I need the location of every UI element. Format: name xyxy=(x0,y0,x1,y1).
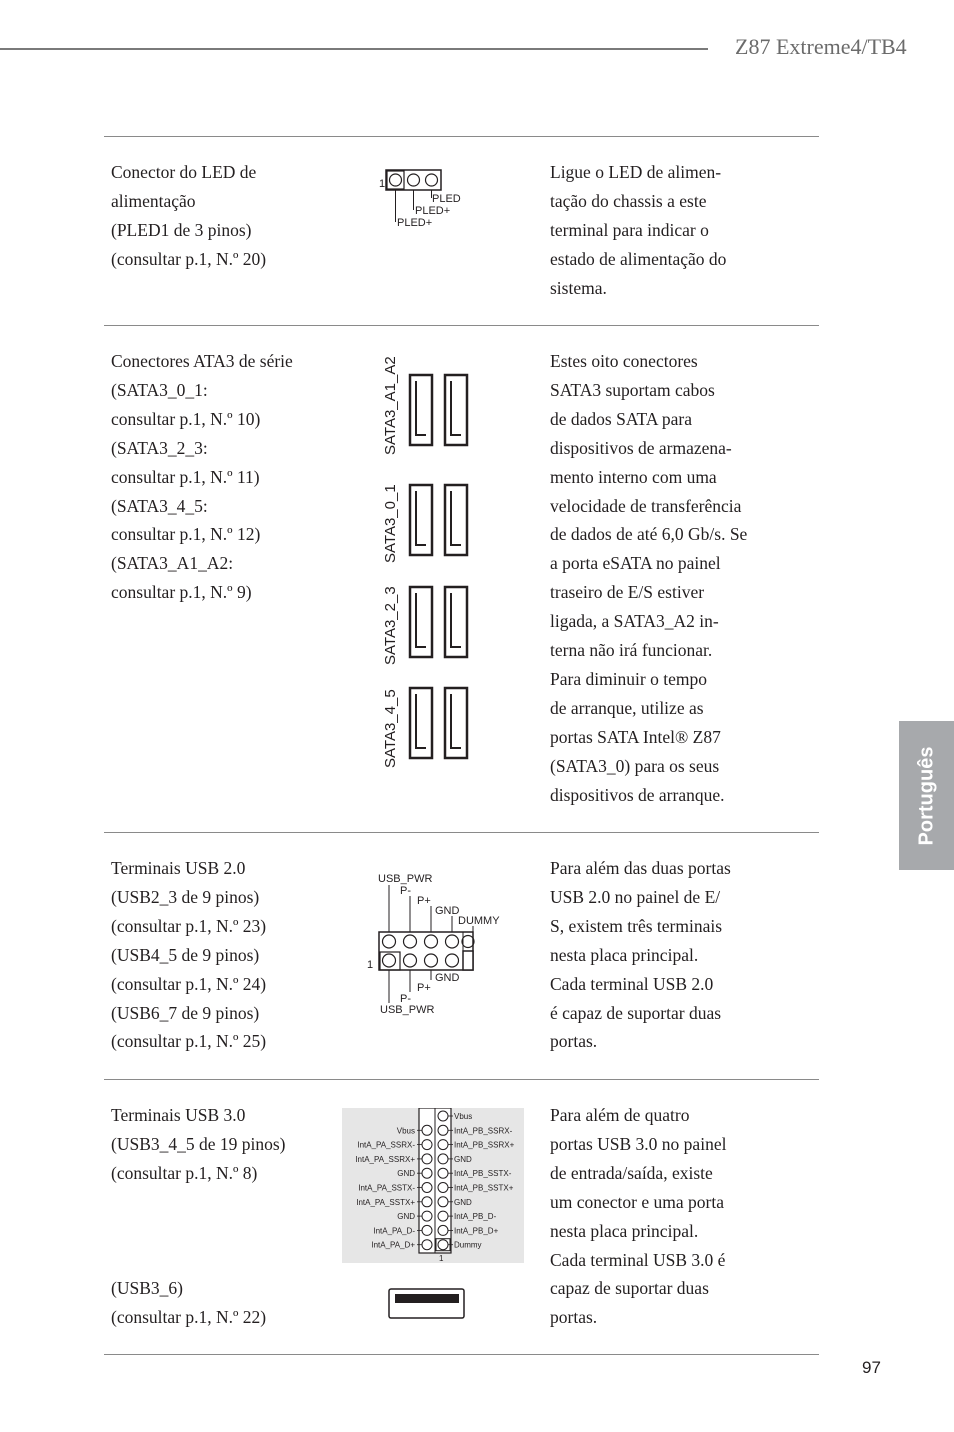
text-line: (consultar p.1, N.º 8) xyxy=(111,1162,258,1183)
pin xyxy=(422,1225,432,1235)
pin xyxy=(422,1240,432,1250)
pin xyxy=(438,1183,448,1193)
sata-port-pair xyxy=(410,485,467,555)
sata-port-pair xyxy=(410,688,467,758)
pin-label: IntA_PA_D- xyxy=(373,1226,415,1236)
usb3-description xyxy=(111,1101,341,1188)
text-line: Conectores ATA3 de série xyxy=(111,351,293,371)
text-line: de entrada/saída, existe xyxy=(550,1162,713,1183)
pin-label: USB_PWR xyxy=(380,1004,435,1016)
pin xyxy=(422,1211,432,1221)
sata-connectors-diagram xyxy=(372,355,482,775)
text-line: um conector e uma porta xyxy=(550,1191,724,1212)
pin-label: P+ xyxy=(417,982,431,994)
text-line: (USB3_4_5 de 19 pinos) xyxy=(111,1133,286,1154)
pin-label: P- xyxy=(400,885,411,897)
pin-label: DUMMY xyxy=(458,915,500,927)
text-line: traseiro de E/S estiver xyxy=(550,582,705,603)
pin1-label: 1 xyxy=(439,1254,444,1263)
pin-label: IntA_PA_SSRX- xyxy=(357,1140,415,1150)
pin-label: GND xyxy=(435,972,460,984)
text-line: (USB3_6) xyxy=(111,1278,183,1298)
pin xyxy=(422,1125,432,1135)
pin-label: P- xyxy=(400,993,411,1005)
text-line: alimentação xyxy=(111,190,196,211)
pin-label: USB_PWR xyxy=(378,873,433,885)
text-line: S, existem três terminais xyxy=(550,915,723,936)
text-line: a porta eSATA no painel xyxy=(550,553,721,574)
pin-header-body xyxy=(386,170,441,190)
pin-label: IntA_PB_D+ xyxy=(454,1226,499,1236)
pled-explanation xyxy=(550,158,765,303)
text-line: mento interno com uma xyxy=(550,466,717,487)
text-line: portas SATA Intel® Z87 xyxy=(550,726,721,747)
sata-port-pair xyxy=(410,587,467,657)
text-line: portas USB 3.0 no painel xyxy=(550,1133,727,1154)
text-line: (USB4_5 de 9 pinos) xyxy=(111,944,260,965)
text-line: (SATA3_0) para os seus xyxy=(550,755,720,776)
table-rule-3 xyxy=(104,1079,819,1080)
pin1-label: 1 xyxy=(379,178,386,190)
pin-label: Dummy xyxy=(454,1240,482,1250)
table-rule-top xyxy=(104,136,819,137)
pin-label: IntA_PA_SSTX- xyxy=(358,1183,415,1193)
text-line: consultar p.1, N.º 9) xyxy=(111,582,252,603)
sata-label: SATA3_2_3 xyxy=(382,586,399,665)
language-tab[interactable] xyxy=(899,721,954,870)
pin-label: Vbus xyxy=(396,1126,415,1136)
pin-label: IntA_PB_D- xyxy=(454,1212,497,1222)
pin xyxy=(390,174,402,186)
text-line: Terminais USB 3.0 xyxy=(111,1105,246,1125)
text-line: Para diminuir o tempo xyxy=(550,668,707,689)
text-line: dispositivos de arranque. xyxy=(550,784,725,805)
pled-header-diagram xyxy=(375,165,475,235)
text-line: dispositivos de armazena- xyxy=(550,437,732,458)
text-line: (SATA3_2_3: xyxy=(111,437,208,458)
text-line: velocidade de transferência xyxy=(550,495,742,516)
pin-label: GND xyxy=(397,1212,415,1222)
text-line: Conector do LED de xyxy=(111,162,257,182)
text-line: Cada terminal USB 2.0 xyxy=(550,973,714,994)
pin xyxy=(438,1168,448,1178)
usb3-port-diagram xyxy=(386,1287,468,1323)
pled-plus-label: PLED+ xyxy=(415,205,451,217)
text-line: consultar p.1, N.º 11) xyxy=(111,466,260,487)
text-line: (consultar p.1, N.º 22) xyxy=(111,1306,267,1327)
pin-label: IntA_PA_D+ xyxy=(371,1240,415,1250)
table-rule-2 xyxy=(104,832,819,833)
pin-label: GND xyxy=(454,1197,472,1207)
text-line: (consultar p.1, N.º 23) xyxy=(111,915,267,936)
text-line: Cada terminal USB 3.0 é xyxy=(550,1249,726,1270)
text-line: tação do chassis a este xyxy=(550,190,707,211)
text-line: (USB6_7 de 9 pinos) xyxy=(111,1002,260,1023)
usb3-header-diagram xyxy=(342,1108,524,1263)
pin-label: GND xyxy=(397,1169,415,1179)
text-line: (USB2_3 de 9 pinos) xyxy=(111,886,260,907)
usb2-header-diagram xyxy=(362,868,512,1018)
text-line: capaz de suportar duas xyxy=(550,1278,709,1299)
text-line: SATA3 suportam cabos xyxy=(550,379,715,400)
pin xyxy=(438,1225,448,1235)
text-line: terna não irá funcionar. xyxy=(550,640,713,661)
text-line: é capaz de suportar duas xyxy=(550,1002,722,1023)
pin xyxy=(438,1197,448,1207)
pin-label: IntA_PA_SSTX+ xyxy=(356,1197,415,1207)
pin-label: P+ xyxy=(417,895,431,907)
table-rule-bottom xyxy=(104,1354,819,1355)
header-rule xyxy=(0,48,708,50)
pin xyxy=(422,1154,432,1164)
sata-label: SATA3_4_5 xyxy=(382,689,399,768)
text-line: nesta placa principal. xyxy=(550,944,699,965)
text-line: consultar p.1, N.º 10) xyxy=(111,408,261,429)
pin xyxy=(408,174,420,186)
pin-label: GND xyxy=(454,1154,472,1164)
pin-label: IntA_PB_SSTX- xyxy=(454,1169,512,1179)
pled-plus-label: PLED+ xyxy=(397,217,433,229)
language-tab-label: Português xyxy=(915,746,937,845)
sata-port-pair xyxy=(410,375,467,445)
pin xyxy=(422,1197,432,1207)
pin xyxy=(438,1211,448,1221)
text-line: (PLED1 de 3 pinos) xyxy=(111,219,252,240)
usb2-explanation xyxy=(550,854,765,1056)
pin xyxy=(422,1168,432,1178)
pin xyxy=(438,1140,448,1150)
pin xyxy=(438,1154,448,1164)
pin-label: Vbus xyxy=(454,1112,473,1121)
text-line: Estes oito conectores xyxy=(550,351,698,371)
text-line: Ligue o LED de alimen- xyxy=(550,162,722,182)
text-line: Para além das duas portas xyxy=(550,858,731,878)
sata-description xyxy=(111,347,341,607)
pled-label: PLED xyxy=(432,193,461,205)
pled-description xyxy=(111,158,341,274)
text-line: terminal para indicar o xyxy=(550,219,709,240)
text-line: (consultar p.1, N.º 24) xyxy=(111,973,267,994)
sata-label: SATA3_A1_A2 xyxy=(382,356,399,455)
text-line: (SATA3_0_1: xyxy=(111,379,208,400)
text-line: portas. xyxy=(550,1307,598,1328)
text-line: (consultar p.1, N.º 25) xyxy=(111,1031,267,1052)
page-number: 97 xyxy=(862,1358,881,1377)
pin-label: IntA_PB_SSRX- xyxy=(454,1126,513,1136)
text-line: Para além de quatro xyxy=(550,1105,690,1125)
pin-label: GND xyxy=(435,905,460,917)
text-line: nesta placa principal. xyxy=(550,1220,699,1241)
text-line: de dados SATA para xyxy=(550,408,692,429)
pin xyxy=(422,1140,432,1150)
page-header-title: Z87 Extreme4/TB4 xyxy=(735,34,907,59)
pin-label: IntA_PB_SSRX+ xyxy=(454,1140,515,1150)
text-line: (SATA3_4_5: xyxy=(111,495,208,516)
text-line: de dados de até 6,0 Gb/s. Se xyxy=(550,524,748,545)
usb2-description xyxy=(111,854,341,1056)
text-line: ligada, a SATA3_A2 in- xyxy=(550,611,719,632)
text-line: portas. xyxy=(550,1031,598,1052)
usb3-6-description xyxy=(111,1274,341,1332)
pin-label: IntA_PA_SSRX+ xyxy=(355,1154,415,1164)
text-line: Terminais USB 2.0 xyxy=(111,858,246,878)
pin-label: IntA_PB_SSTX+ xyxy=(454,1183,514,1193)
sata-label: SATA3_0_1 xyxy=(382,484,399,563)
pin xyxy=(438,1240,448,1250)
sata-explanation xyxy=(550,347,765,810)
text-line: de arranque, utilize as xyxy=(550,697,704,718)
pin1-label: 1 xyxy=(367,959,374,971)
text-line: sistema. xyxy=(550,277,607,298)
pin xyxy=(426,174,438,186)
text-line: USB 2.0 no painel de E/ xyxy=(550,886,721,907)
text-line: (SATA3_A1_A2: xyxy=(111,553,234,574)
text-line: consultar p.1, N.º 12) xyxy=(111,524,261,545)
table-rule-1 xyxy=(104,325,819,326)
text-line: (consultar p.1, N.º 20) xyxy=(111,248,267,269)
pin xyxy=(438,1111,448,1121)
pin xyxy=(438,1125,448,1135)
text-line: estado de alimentação do xyxy=(550,248,727,269)
usb3-explanation xyxy=(550,1101,765,1332)
pin xyxy=(422,1183,432,1193)
